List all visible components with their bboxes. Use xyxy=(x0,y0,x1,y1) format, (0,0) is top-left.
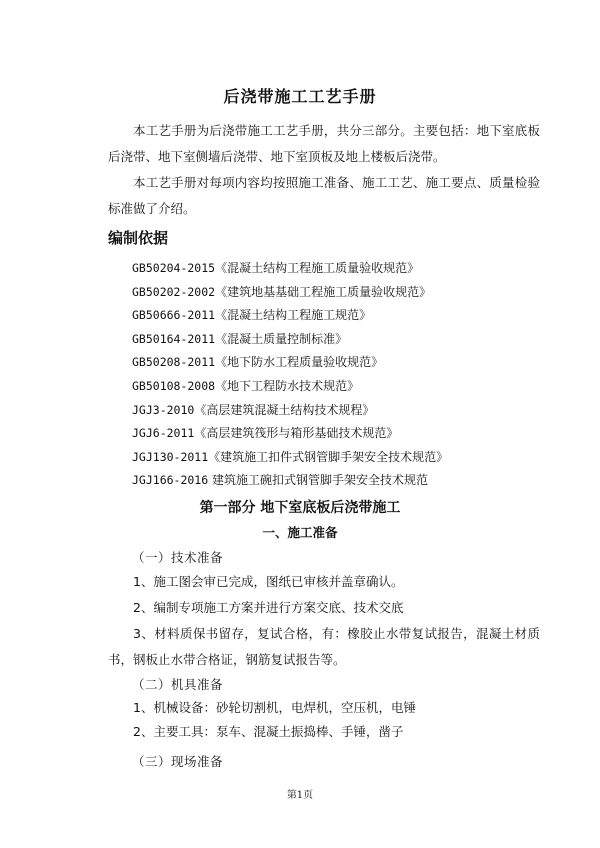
standards-list xyxy=(132,257,448,493)
standard-item: GB50108-2008《地下工程防水技术规范》 xyxy=(132,378,360,393)
subheading-site-prep: （三）现场准备 xyxy=(132,754,224,769)
basis-heading: 编制依据 xyxy=(108,229,169,247)
standard-item: GB50666-2011《混凝土结构工程施工规范》 xyxy=(132,308,372,323)
tech-item-3: 3、材料质保书留存，复试合格，有：橡胶止水带复试报告，混凝土材质书，钢板止水带合格证，钢筋复试报告等。 xyxy=(108,626,540,667)
page-number: 第1页 xyxy=(286,790,314,801)
standard-item: GB50164-2011《混凝土质量控制标准》 xyxy=(132,331,348,346)
subheading-tech-prep: （一）技术准备 xyxy=(132,550,224,565)
part-one-title: 第一部分 地下室底板后浇带施工 xyxy=(199,500,401,516)
page-title: 后浇带施工工艺手册 xyxy=(223,87,377,106)
tools-item-2: 2、主要工具：泵车、混凝土振捣棒、手锤，凿子 xyxy=(133,724,404,739)
section-title-preparation: 一、施工准备 xyxy=(262,525,338,540)
standard-item: GB50208-2011《地下防水工程质量验收规范》 xyxy=(132,355,384,370)
intro-paragraph-1: 本工艺手册为后浇带施工工艺手册，共分三部分。主要包括：地下室底板后浇带、地下室侧墙后浇带、地下室顶板及地上楼板后浇带。 xyxy=(108,123,540,164)
tech-item-2: 2、编制专项施工方案并进行方案交底、技术交底 xyxy=(133,600,404,615)
standard-item: GB50202-2002《建筑地基基础工程施工质量验收规范》 xyxy=(132,284,432,299)
standard-item: JGJ6-2011《高层建筑筏形与箱形基础技术规范》 xyxy=(132,426,399,441)
tools-item-1: 1、机械设备：砂轮切割机，电焊机，空压机，电锤 xyxy=(133,700,416,715)
standard-item: JGJ130-2011《建筑施工扣件式钢管脚手架安全技术规范》 xyxy=(132,449,449,464)
subheading-tools-prep: （二）机具准备 xyxy=(132,677,224,692)
standard-item: GB50204-2015《混凝土结构工程施工质量验收规范》 xyxy=(132,261,420,275)
tech-item-1: 1、施工图会审已完成，图纸已审核并盖章确认。 xyxy=(133,574,404,589)
standard-item: JGJ3-2010《高层建筑混凝土结构技术规程》 xyxy=(132,402,375,417)
standard-item: JGJ166-2016 建筑施工碗扣式钢管脚手架安全技术规范 xyxy=(132,473,428,488)
intro-paragraph-2: 本工艺手册对每项内容均按照施工准备、施工工艺、施工要点、质量检验标准做了介绍。 xyxy=(108,175,540,216)
